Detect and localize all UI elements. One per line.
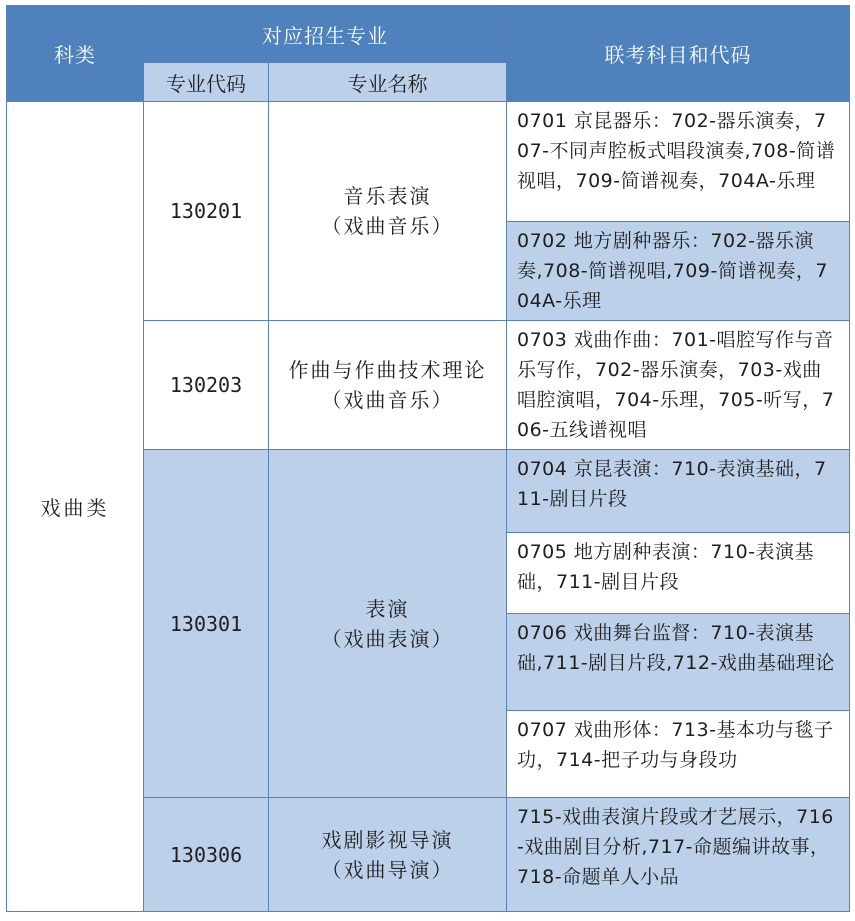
header-major-name: 专业名称 bbox=[269, 63, 507, 102]
exam-subject-cell: 0706 戏曲舞台监督：710-表演基础,711-剧目片段,712-戏曲基础理论 bbox=[507, 614, 850, 711]
major-code-cell: 130203 bbox=[144, 321, 269, 450]
major-name-cell bbox=[269, 321, 507, 450]
major-name-cell bbox=[269, 102, 507, 321]
major-name-cell bbox=[269, 798, 507, 912]
major-code-cell: 130201 bbox=[144, 102, 269, 321]
category-cell: 戏曲类 bbox=[7, 102, 144, 912]
header-exam-subjects: 联考科目和代码 bbox=[507, 6, 850, 102]
exam-subject-cell: 0701 京昆器乐：702-器乐演奏，707-不同声腔板式唱段演奏,708-简谱视唱，709-简谱视奏，704A-乐理 bbox=[507, 102, 850, 222]
table-header bbox=[7, 6, 850, 102]
major-name-cell bbox=[269, 450, 507, 798]
table-body bbox=[7, 102, 850, 912]
major-name-subline: （戏曲音乐） bbox=[321, 214, 454, 238]
exam-subject-cell: 0707 戏曲形体：713-基本功与毯子功，714-把子功与身段功 bbox=[507, 711, 850, 798]
major-name-line: 戏剧影视导演 bbox=[321, 827, 454, 852]
table-row bbox=[7, 102, 850, 222]
exam-subject-cell: 0705 地方剧种表演：710-表演基础，711-剧目片段 bbox=[507, 533, 850, 614]
exam-subject-cell: 715-戏曲表演片段或才艺展示，716-戏曲剧目分析,717-命题编讲故事，718-命题单人小品 bbox=[507, 798, 850, 912]
major-name-subline: （戏曲表演） bbox=[321, 626, 454, 651]
major-name-subline: （戏曲导演） bbox=[321, 857, 454, 882]
header-row-top bbox=[7, 6, 850, 63]
major-name-subline: （戏曲音乐） bbox=[321, 388, 454, 412]
exam-subject-cell: 0702 地方剧种器乐：702-器乐演奏,708-简谱视唱,709-简谱视奏，704A-乐理 bbox=[507, 222, 850, 321]
major-code-cell: 130301 bbox=[144, 450, 269, 798]
admission-table-wrapper bbox=[6, 5, 849, 912]
major-name-line: 表演 bbox=[365, 596, 410, 621]
header-major-code: 专业代码 bbox=[144, 63, 269, 102]
exam-subject-cell: 0703 戏曲作曲：701-唱腔写作与音乐写作，702-器乐演奏，703-戏曲唱腔演唱，704-乐理，705-听写，706-五线谱视唱 bbox=[507, 321, 850, 450]
admission-table bbox=[6, 5, 850, 912]
header-major-group: 对应招生专业 bbox=[144, 6, 507, 63]
major-code-cell: 130306 bbox=[144, 798, 269, 912]
header-category: 科类 bbox=[7, 6, 144, 102]
major-name-line: 音乐表演 bbox=[343, 184, 432, 208]
exam-subject-cell: 0704 京昆表演：710-表演基础，711-剧目片段 bbox=[507, 450, 850, 533]
major-name-line: 作曲与作曲技术理论 bbox=[288, 358, 487, 382]
